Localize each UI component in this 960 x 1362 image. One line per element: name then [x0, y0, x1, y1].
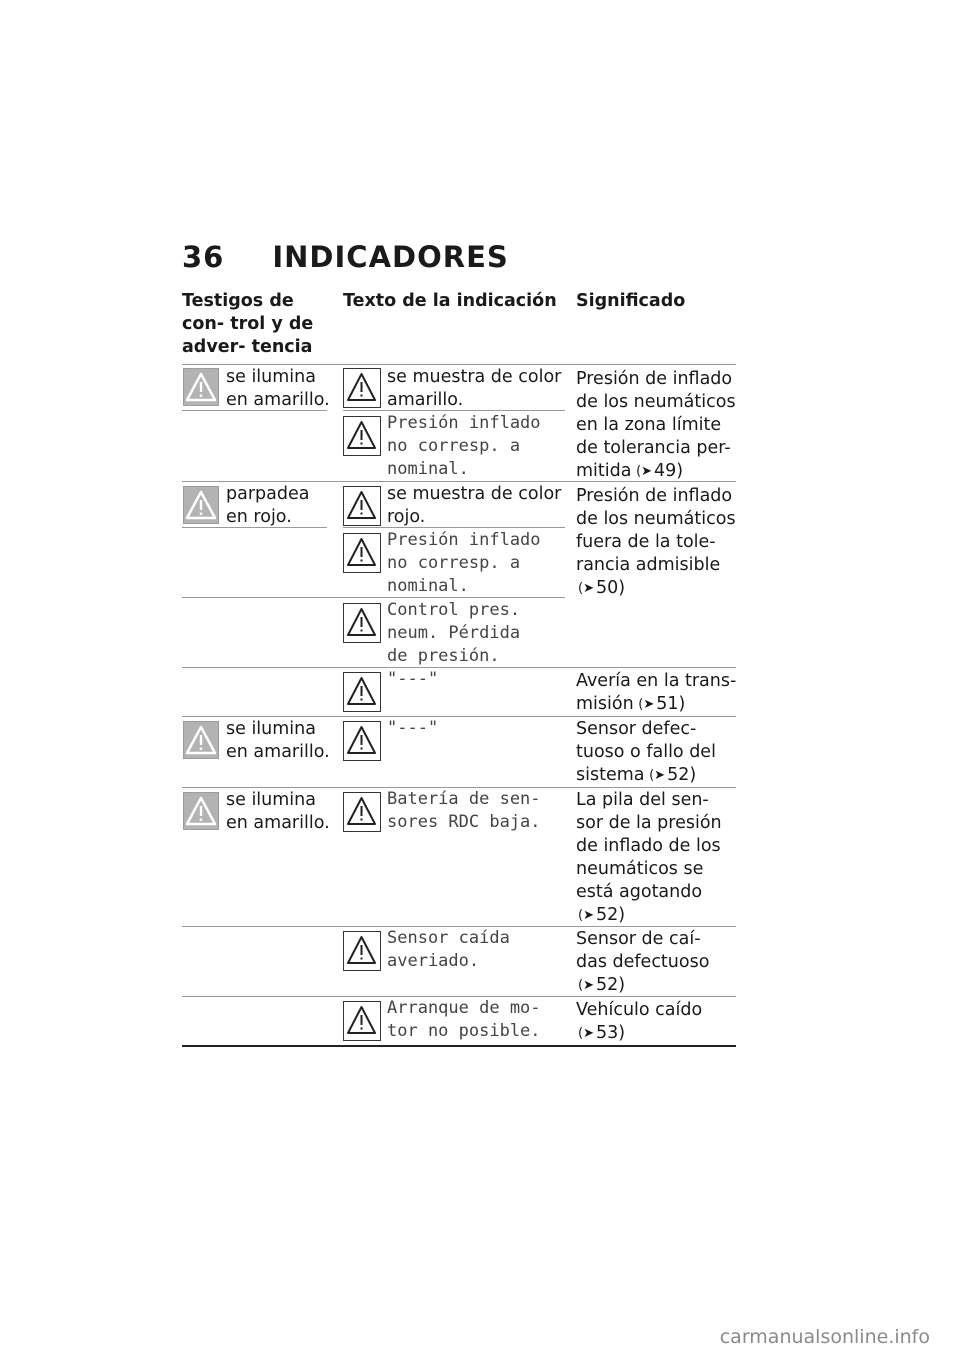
display-text: Arranque de mo- tor no posible.: [387, 998, 541, 1041]
warning-triangle-icon: [183, 368, 219, 406]
display-text: Presión inflado no corresp. a nominal.: [387, 413, 541, 479]
reference-arrow-icon: (➤: [633, 464, 653, 479]
column-header-indicator: Testigos de con- trol y de adver- tencia: [182, 291, 314, 357]
warning-triangle-icon: [183, 721, 219, 759]
display-text: "---": [387, 718, 439, 738]
column-header-meaning: Significado: [576, 291, 686, 311]
indicator-state: parpadea en rojo.: [226, 484, 310, 527]
warning-triangle-icon: [343, 416, 381, 456]
warning-triangle-icon: [343, 533, 381, 573]
table-bottom-rule: [182, 1045, 736, 1047]
meaning-text: Presión de inflado de los neumáticos en la zona límite de tolerancia per- mitida (➤ 49): [576, 369, 736, 481]
reference-arrow-icon: (➤: [578, 581, 594, 596]
reference-arrow-icon: (➤: [578, 908, 594, 923]
display-text: se muestra de color amarillo.: [387, 367, 562, 410]
warning-triangle-icon: [343, 931, 381, 971]
page-title: INDICADORES: [272, 240, 509, 274]
warning-triangle-icon: [183, 792, 219, 830]
display-text: se muestra de color rojo.: [387, 484, 562, 527]
page-number: 36: [182, 240, 225, 274]
warning-triangle-icon: [343, 368, 381, 408]
row-separator: [182, 716, 736, 717]
page-header: [182, 240, 509, 274]
warning-triangle-icon: [343, 603, 381, 643]
warning-triangle-icon: [343, 721, 381, 761]
warning-triangle-icon: [343, 792, 381, 832]
reference-arrow-icon: (➤: [635, 697, 655, 712]
reference-arrow-icon: (➤: [646, 768, 666, 783]
meaning-text: La pila del sen- sor de la presión de inflado de los neumáticos se está agotando (➤ 52): [576, 790, 722, 925]
warning-triangle-icon: [183, 486, 219, 524]
meaning-text: Avería en la trans- misión (➤ 51): [576, 671, 737, 714]
reference-arrow-icon: (➤: [578, 978, 594, 993]
meaning-text: Sensor de caí- das defectuoso (➤ 52): [576, 929, 710, 995]
display-text: Sensor caída averiado.: [387, 928, 510, 971]
indicator-state: se ilumina en amarillo.: [226, 367, 330, 410]
meaning-text: Vehículo caído (➤ 53): [576, 1000, 703, 1043]
row-separator: [182, 364, 736, 365]
indicator-state: se ilumina en amarillo.: [226, 719, 330, 762]
column-header-text: Texto de la indicación: [343, 291, 557, 311]
warning-triangle-icon: [343, 486, 381, 526]
display-text: Batería de sen- sores RDC baja.: [387, 789, 541, 832]
display-text: Presión inflado no corresp. a nominal.: [387, 530, 541, 596]
display-text: "---": [387, 669, 439, 689]
reference-arrow-icon: (➤: [578, 1026, 594, 1041]
display-text: Control pres. neum. Pérdida de presión.: [387, 600, 521, 666]
warning-triangle-icon: [343, 672, 381, 712]
meaning-text: Sensor defec- tuoso o fallo del sistema (➤ 52): [576, 719, 716, 785]
warning-triangle-icon: [343, 1001, 381, 1041]
indicator-state: se ilumina en amarillo.: [226, 790, 330, 833]
meaning-text: Presión de inflado de los neumáticos fuera de la tole- rancia admisible (➤ 50): [576, 486, 736, 598]
watermark: carmanualsonline.info: [719, 1326, 930, 1348]
